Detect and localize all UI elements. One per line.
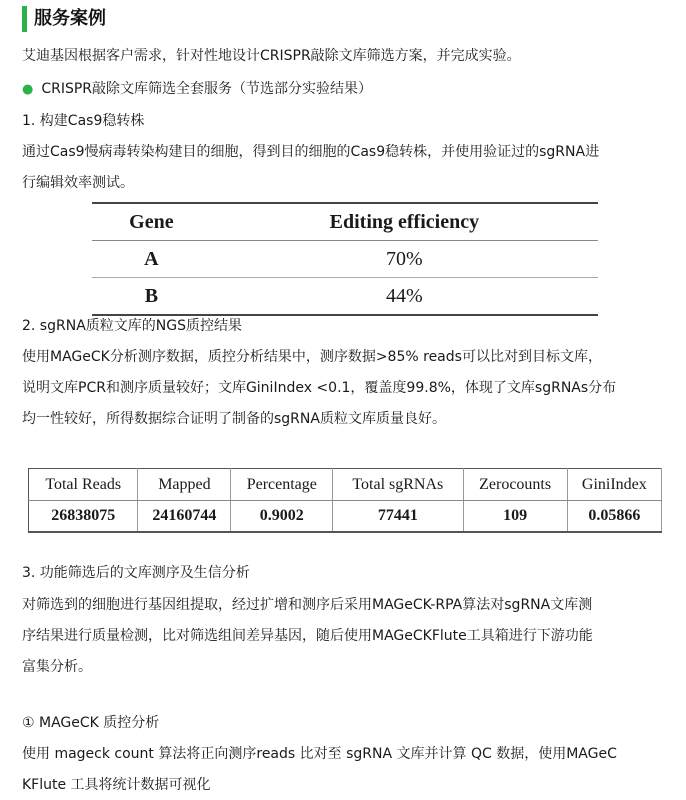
table-cell: 24160744 — [138, 501, 231, 533]
section4-line: 使用 mageck count 算法将正向测序reads 比对至 sgRNA 文库并计算 QC 数据，使用MAGeC — [22, 746, 617, 762]
table-cell: 109 — [463, 501, 567, 533]
ngs-qc-table — [28, 468, 662, 533]
table-header: GiniIndex — [567, 469, 661, 501]
editing-efficiency-table — [92, 202, 598, 316]
section4-title: ① MAGeCK 质控分析 — [22, 715, 160, 731]
table-cell: 44% — [211, 278, 598, 316]
table-cell: 77441 — [333, 501, 463, 533]
section2-line: 说明文库PCR和测序质量较好；文库GiniIndex <0.1，覆盖度99.8%，体现了文库sgRNAs分布 — [22, 380, 617, 396]
bullet-dot-icon: ● — [22, 82, 34, 97]
table-cell: 70% — [211, 241, 598, 278]
section4-line: KFlute 工具将统计数据可视化 — [22, 777, 211, 793]
section3-line: 对筛选到的细胞进行基因组提取，经过扩增和测序后采用MAGeCK-RPA算法对sgRNA文库测 — [22, 597, 593, 613]
table-cell: A — [92, 241, 211, 278]
table-cell: B — [92, 278, 211, 316]
intro-text: 艾迪基因根据客户需求，针对性地设计CRISPR敲除文库筛选方案，并完成实验。 — [22, 48, 521, 64]
table-header: Editing efficiency — [211, 203, 598, 241]
section3-line: 富集分析。 — [22, 659, 92, 675]
table-header: Total Reads — [29, 469, 138, 501]
table-header: Zerocounts — [463, 469, 567, 501]
bullet-item — [22, 78, 372, 101]
table-header: Gene — [92, 203, 211, 241]
table-row — [92, 278, 598, 316]
section1-title: 1. 构建Cas9稳转株 — [22, 113, 145, 129]
table-header: Percentage — [231, 469, 333, 501]
section3-line: 序结果进行质量检测，比对筛选组间差异基因，随后使用MAGeCKFlute工具箱进行下游功能 — [22, 628, 593, 644]
section2-title: 2. sgRNA质粒文库的NGS质控结果 — [22, 318, 242, 334]
section2-line: 使用MAGeCK分析测序数据，质控分析结果中，测序数据>85% reads可以比对到目标文库， — [22, 349, 602, 365]
bullet-text: CRISPR敲除文库筛选全套服务（节选部分实验结果） — [41, 81, 373, 97]
table-cell: 26838075 — [29, 501, 138, 533]
section1-line: 通过Cas9慢病毒转染构建目的细胞，得到目的细胞的Cas9稳转株，并使用验证过的sgRNA进 — [22, 144, 600, 160]
section-heading: 服务案例 — [22, 6, 106, 32]
section3-title: 3. 功能筛选后的文库测序及生信分析 — [22, 565, 250, 581]
section2-line: 均一性较好，所得数据综合证明了制备的sgRNA质粒文库质量良好。 — [22, 411, 446, 427]
table-header: Mapped — [138, 469, 231, 501]
table-row — [29, 501, 662, 533]
table-row — [92, 241, 598, 278]
table-cell: 0.05866 — [567, 501, 661, 533]
table-header: Total sgRNAs — [333, 469, 463, 501]
section1-line: 行编辑效率测试。 — [22, 175, 134, 191]
table-cell: 0.9002 — [231, 501, 333, 533]
